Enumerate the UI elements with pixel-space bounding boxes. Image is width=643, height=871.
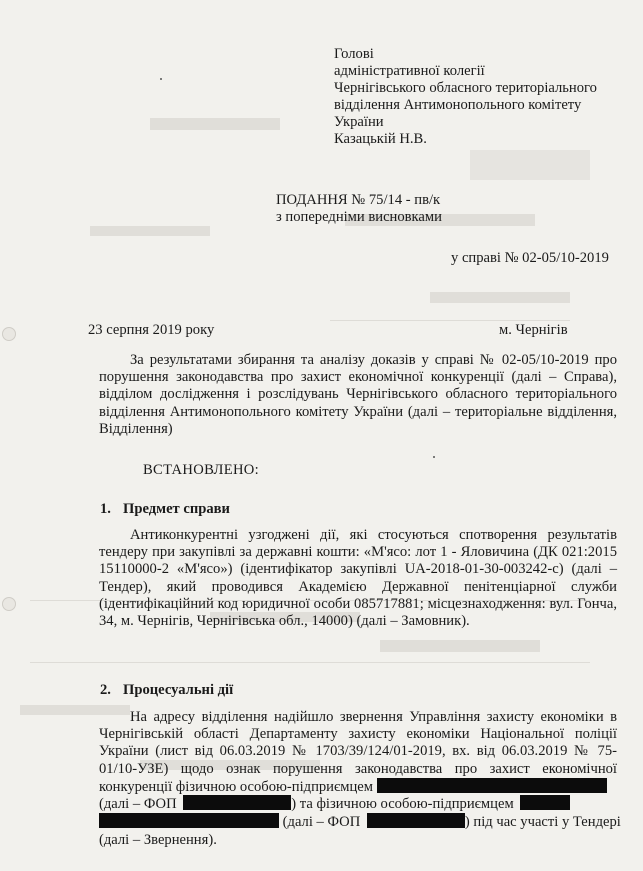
redaction-bar — [367, 813, 465, 828]
addressee-line: Чернігівського обласного територіального — [334, 80, 597, 96]
section-2-line-fop1 — [99, 795, 570, 813]
punch-hole-bottom — [2, 597, 16, 611]
intro-paragraph: За результатами збирання та аналізу доказів у справі № 02-05/10-2019 про порушення законодавства про захист економічної конкуренції (далі – Справа), відділом дослідження і розслідувань Чернігівського обласного територіального відділення Антимонопольного комітету України (далі – територіальне відділення, Відділення) — [99, 352, 617, 437]
redaction-bar — [183, 795, 291, 810]
fop-label-2: (далі – ФОП — [282, 814, 361, 830]
addressee-line: Голові — [334, 46, 374, 62]
fop-ending: ) під час участі у Тендері — [464, 814, 621, 830]
section-2-last-line: (далі – Звернення). — [99, 832, 217, 848]
addressee-name: Казацькій Н.В. — [334, 131, 427, 147]
scan-speck — [433, 456, 435, 458]
document-date: 23 серпня 2019 року — [88, 322, 215, 338]
scan-speck — [160, 78, 162, 80]
document-subtitle: з попередніми висновками — [276, 209, 442, 225]
section-1-title: Предмет справи — [123, 501, 230, 517]
fop-label: (далі – ФОП — [99, 796, 177, 812]
case-reference: у справі № 02-05/10-2019 — [451, 250, 609, 266]
fop-between: ) та фізичною особою-підприємцем — [291, 796, 514, 812]
redaction-bar — [520, 795, 570, 810]
addressee-line: адміністративної колегії — [334, 63, 485, 79]
section-2-body-text: На адресу відділення надійшло звернення Управління захисту економіки в Чернігівській області Департаменту захисту економіки Національної поліції України (лист від 06.03.2019 № 1703/39/124/01-2019, вх. від 06.03.2019 № 75-01/10-УЗЕ) щодо ознак порушення законодавства про захист економічної конкуренції фізичною особою-підприємцем — [99, 709, 617, 795]
section-2-line-fop2 — [99, 813, 621, 831]
section-2-number: 2. — [100, 682, 111, 698]
redaction-bar — [377, 778, 607, 793]
section-2-body — [99, 709, 617, 796]
section-1-body: Антиконкурентні узгоджені дії, які стосуються спотворення результатів тендеру при закупівлі за державні кошти: «М'ясо: лот 1 - Яловичина (ДК 021:2015 15110000-2 «М'ясо») (ідентифікатор закупівлі UA-2018-01-30-003242-c) (далі – Тендер), який проводився Академією Державної пенітенціарної служби (ідентифікаційний код юридичної особи 085717881; місцезнаходження: вул. Гонча, 34, м. Чернігів, Чернігівська обл., 14000) (далі – Замовник). — [99, 527, 617, 630]
addressee-line: відділення Антимонопольного комітету — [334, 97, 582, 113]
section-1-number: 1. — [100, 501, 111, 517]
punch-hole-top — [2, 327, 16, 341]
redaction-bar — [99, 813, 279, 828]
document-city: м. Чернігів — [499, 322, 568, 338]
established-heading: ВСТАНОВЛЕНО: — [143, 462, 259, 478]
section-2-title: Процесуальні дії — [123, 682, 234, 698]
addressee-line: України — [334, 114, 384, 130]
document-title: ПОДАННЯ № 75/14 - пв/к — [276, 192, 441, 208]
